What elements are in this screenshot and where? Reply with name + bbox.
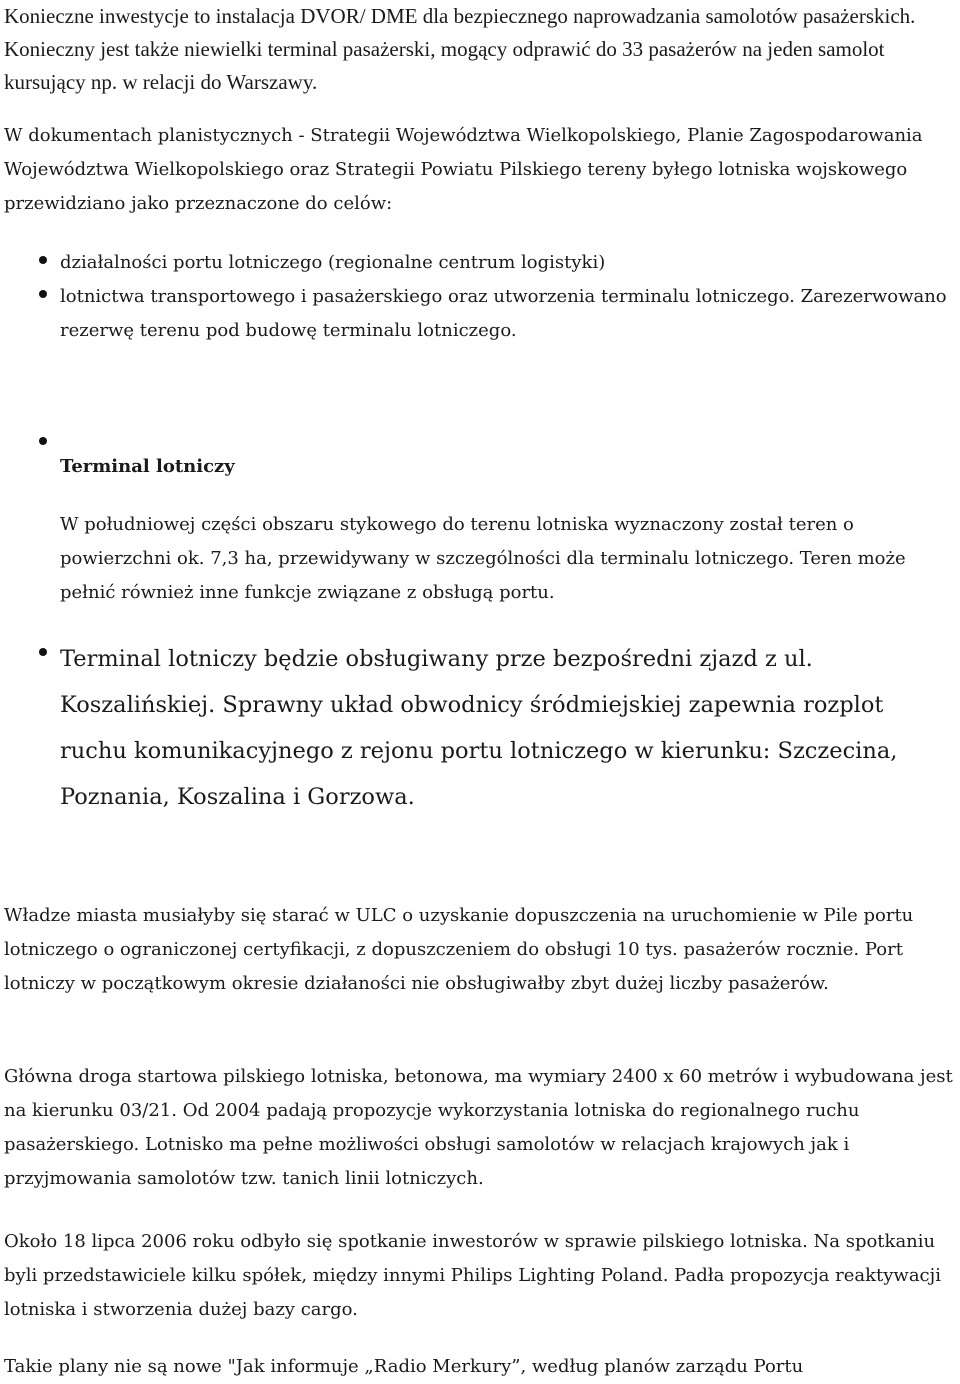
- intro-paragraph: Konieczne inwestycje to instalacja DVOR/ DME dla bezpiecznego naprowadzania samolotów pasażerskich. Konieczny jest także niewielki terminal pasażerski, mogący odprawić do 33 pasażerów na jeden samolot kursujący np. w relacji do Warszawy.: [4, 4, 916, 94]
- access-paragraph: Terminal lotniczy będzie obsługiwany prze bezpośredni zjazd z ul. Koszalińskiej. Sprawny układ obwodnicy śródmiejskiej zapewnia rozplot ruchu komunikacyjnego z rejonu portu lotniczego w kierunku: Szczecina, Poznania, Koszalina i Gorzowa.: [60, 646, 898, 810]
- bullet-icon: [39, 290, 47, 298]
- list-item: lotnictwa transportowego i pasażerskiego oraz utworzenia terminalu lotniczego. Zarezerwowano rezerwę terenu pod budowę terminalu lotniczego.: [60, 286, 947, 341]
- terminal-heading: Terminal lotniczy: [60, 456, 235, 477]
- bullet-icon: [39, 437, 47, 445]
- runway-paragraph: Główna droga startowa pilskiego lotniska, betonowa, ma wymiary 2400 x 60 metrów i wybudowana jest na kierunku 03/21. Od 2004 padają propozycje wykorzystania lotniska do regionalnego ruchu pasażerskiego. Lotnisko ma pełne możliwości obsługi samolotów w relacjach krajowych jak i przyjmowania samolotów tzw. tanich linii lotniczych.: [4, 1066, 953, 1189]
- last-paragraph: Takie plany nie są nowe "Jak informuje „Radio Merkury”, według planów zarządu Portu: [4, 1356, 804, 1377]
- bullet-icon: [39, 256, 47, 264]
- bullet-icon: [39, 648, 47, 656]
- authorities-paragraph: Władze miasta musiałyby się starać w ULC o uzyskanie dopuszczenia na uruchomienie w Pile portu lotniczego o ograniczonej certyfikacji, z dopuszczeniem do obsługi 10 tys. pasażerów rocznie. Port lotniczy w początkowym okresie działaności nie obsługiwałby zbyt dużej liczby pasażerów.: [4, 905, 914, 994]
- plans-paragraph: W dokumentach planistycznych - Strategii Województwa Wielkopolskiego, Planie Zagospodarowania Województwa Wielkopolskiego oraz Strategii Powiatu Pilskiego tereny byłego lotniska wojskowego przewidziano jako przeznaczone do celów:: [4, 125, 923, 214]
- terminal-text: W południowej części obszaru stykowego do terenu lotniska wyznaczony został teren o powierzchni ok. 7,3 ha, przewidywany w szczególności dla terminalu lotniczego. Teren może pełnić również inne funkcje związane z obsługą portu.: [60, 514, 906, 603]
- list-item: działalności portu lotniczego (regionalne centrum logistyki): [60, 252, 606, 273]
- meeting-paragraph: Około 18 lipca 2006 roku odbyło się spotkanie inwestorów w sprawie pilskiego lotniska. Na spotkaniu byli przedstawiciele kilku spółek, między innymi Philips Lighting Poland. Padła propozycja reaktywacji lotniska i stworzenia dużej bazy cargo.: [4, 1231, 941, 1320]
